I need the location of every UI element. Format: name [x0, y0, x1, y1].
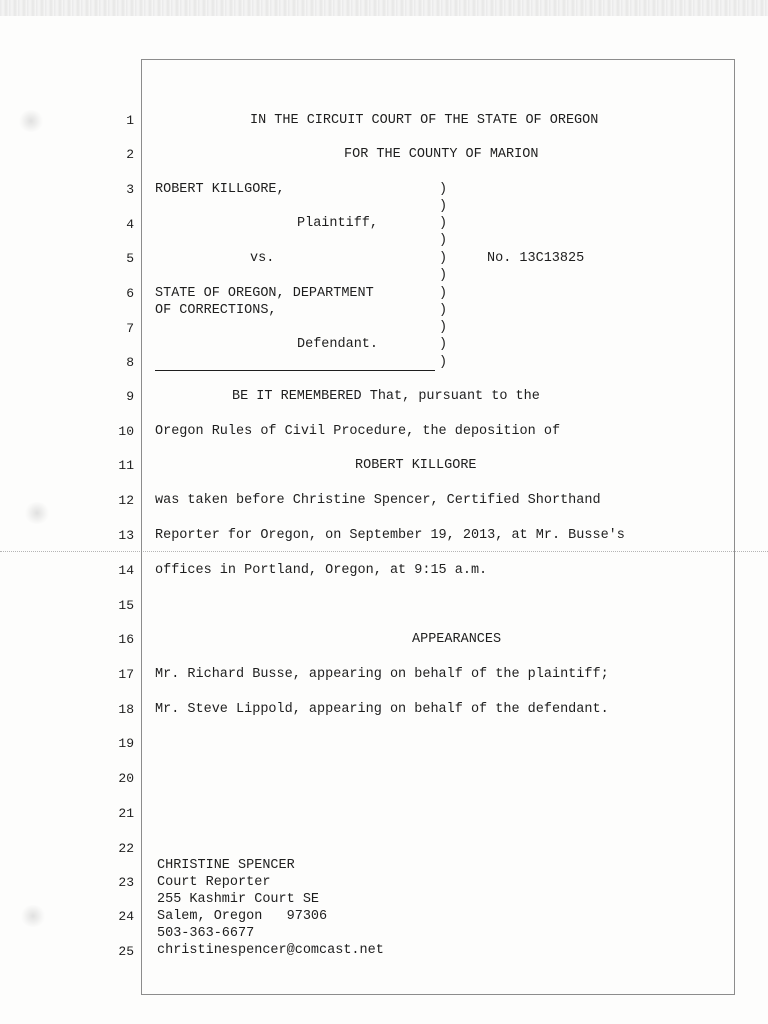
line-number: 24	[118, 909, 134, 924]
line-number: 11	[118, 458, 134, 473]
caption-paren: )	[439, 286, 448, 301]
preamble-line-12: was taken before Christine Spencer, Certified Shorthand	[155, 493, 601, 508]
versus-label: vs.	[250, 251, 275, 266]
caption-paren: )	[439, 355, 448, 370]
line-number: 1	[126, 113, 134, 128]
caption-paren: )	[439, 199, 448, 214]
preamble-line-9: BE IT REMEMBERED That, pursuant to the	[232, 389, 540, 404]
defendant-name-line2: OF CORRECTIONS,	[155, 303, 277, 318]
caption-paren: )	[439, 303, 448, 318]
line-number: 8	[126, 355, 134, 370]
scan-speck	[20, 905, 46, 927]
line-number: 19	[118, 736, 134, 751]
line-number: 15	[118, 598, 134, 613]
reporter-address-line2: Salem, Oregon 97306	[157, 909, 328, 924]
preamble-line-14: offices in Portland, Oregon, at 9:15 a.m.	[155, 563, 488, 578]
caption-paren: )	[439, 268, 448, 283]
line-number: 3	[126, 182, 134, 197]
line-number: 16	[118, 632, 134, 647]
preamble-line-13: Reporter for Oregon, on September 19, 2013, at Mr. Busse's	[155, 528, 625, 543]
reporter-name: CHRISTINE SPENCER	[157, 858, 295, 873]
plaintiff-counsel: Mr. Richard Busse, appearing on behalf of the plaintiff;	[155, 667, 609, 682]
line-number: 6	[126, 286, 134, 301]
plaintiff-role: Plaintiff,	[297, 216, 379, 231]
line-number: 2	[126, 147, 134, 162]
preamble-line-10: Oregon Rules of Civil Procedure, the deposition of	[155, 424, 561, 439]
court-title: IN THE CIRCUIT COURT OF THE STATE OF OREGON	[250, 113, 599, 128]
reporter-address-line1: 255 Kashmir Court SE	[157, 892, 320, 907]
caption-paren: )	[439, 182, 448, 197]
caption-paren: )	[439, 337, 448, 352]
line-number: 9	[126, 389, 134, 404]
deponent-name: ROBERT KILLGORE	[355, 458, 477, 473]
line-number: 7	[126, 321, 134, 336]
line-number: 12	[118, 493, 134, 508]
line-number: 23	[118, 875, 134, 890]
caption-paren: )	[439, 233, 448, 248]
defendant-role: Defendant.	[297, 337, 379, 352]
line-number: 25	[118, 944, 134, 959]
scan-speck	[24, 502, 50, 524]
line-number: 22	[118, 841, 134, 856]
caption-paren: )	[439, 251, 448, 266]
line-number: 13	[118, 528, 134, 543]
defendant-name-line1: STATE OF OREGON, DEPARTMENT	[155, 286, 374, 301]
reporter-title: Court Reporter	[157, 875, 271, 890]
line-number: 4	[126, 217, 134, 232]
line-number: 18	[118, 702, 134, 717]
reporter-phone: 503-363-6677	[157, 926, 255, 941]
case-number: No. 13C13825	[487, 251, 585, 266]
scan-speck	[18, 110, 44, 132]
line-number: 20	[118, 771, 134, 786]
caption-underline	[155, 370, 435, 371]
line-number: 5	[126, 251, 134, 266]
line-number: 10	[118, 424, 134, 439]
reporter-email: christinespencer@comcast.net	[157, 943, 384, 958]
court-county: FOR THE COUNTY OF MARION	[344, 147, 539, 162]
defendant-counsel: Mr. Steve Lippold, appearing on behalf of the defendant.	[155, 702, 609, 717]
caption-paren: )	[439, 216, 448, 231]
plaintiff-name: ROBERT KILLGORE,	[155, 182, 285, 197]
line-number: 21	[118, 806, 134, 821]
scan-edge-noise	[0, 0, 768, 16]
line-number: 14	[118, 563, 134, 578]
line-number: 17	[118, 667, 134, 682]
caption-paren: )	[439, 320, 448, 335]
appearances-heading: APPEARANCES	[412, 632, 502, 647]
